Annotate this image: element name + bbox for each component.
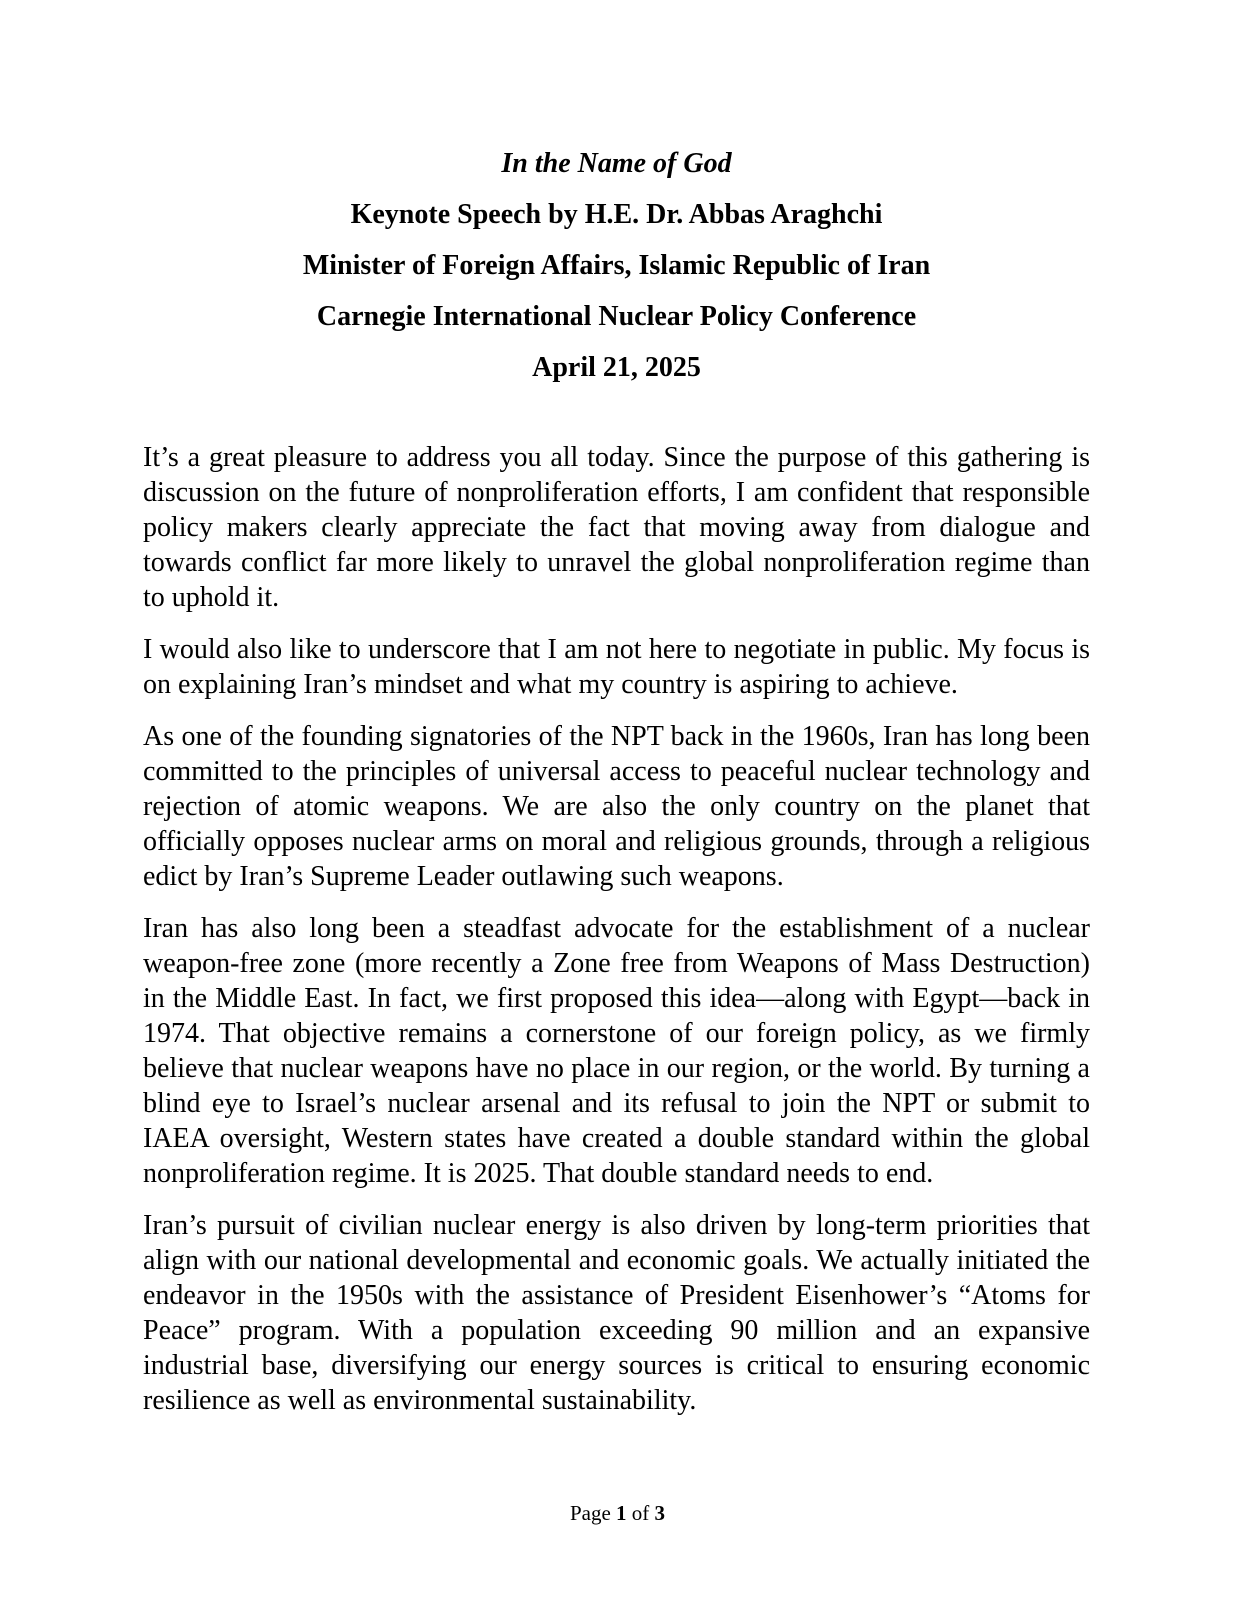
speech-body — [143, 440, 1090, 1418]
of-label: of — [631, 1501, 650, 1525]
document-content — [143, 146, 1090, 1435]
paragraph-3: As one of the founding signatories of the NPT back in the 1960s, Iran has long been committed to the principles of universal access to peaceful nuclear technology and rejection of atomic weapons. We are also the only country on the planet that officially opposes nuclear arms on moral and religious grounds, through a religious edict by Iran’s Supreme Leader outlawing such weapons. — [143, 721, 1090, 892]
paragraph-1: It’s a great pleasure to address you all today. Since the purpose of this gathering is discussion on the future of nonproliferation efforts, I am confident that responsible policy makers clearly appreciate the fact that moving away from dialogue and towards conflict far more likely to unravel the global nonproliferation regime than to uphold it. — [143, 442, 1090, 613]
title-line: Keynote Speech by H.E. Dr. Abbas Araghchi — [350, 199, 883, 230]
page-number: 1 — [616, 1501, 627, 1525]
document-header — [143, 146, 1090, 386]
invocation-line: In the Name of God — [501, 148, 732, 179]
page-footer — [0, 1500, 1235, 1526]
paragraph-5: Iran’s pursuit of civilian nuclear energy is also driven by long-term priorities that align with our national developmental and economic goals. We actually initiated the endeavor in the 1950s with the assistance of President Eisenhower’s “Atoms for Peace” program. With a population exceeding 90 million and an expansive industrial base, diversifying our energy sources is critical to ensuring economic resilience as well as environmental sustainability. — [143, 1210, 1090, 1416]
date-line: April 21, 2025 — [532, 352, 701, 383]
page-total: 3 — [654, 1501, 666, 1525]
subtitle-line: Minister of Foreign Affairs, Islamic Republic of Iran — [302, 250, 931, 281]
paragraph-2: I would also like to underscore that I am not here to negotiate in public. My focus is on explaining Iran’s mindset and what my country is aspiring to achieve. — [143, 634, 1090, 700]
page-label: Page — [569, 1501, 611, 1525]
event-line: Carnegie International Nuclear Policy Conference — [316, 301, 917, 332]
paragraph-4: Iran has also long been a steadfast advocate for the establishment of a nuclear weapon-free zone (more recently a Zone free from Weapons of Mass Destruction) in the Middle East. In fact, we first proposed this idea—along with Egypt—back in 1974. That objective remains a cornerstone of our foreign policy, as we firmly believe that nuclear weapons have no place in our region, or the world. By turning a blind eye to Israel’s nuclear arsenal and its refusal to join the NPT or submit to IAEA oversight, Western states have created a double standard within the global nonproliferation regime. It is 2025. That double standard needs to end. — [143, 913, 1090, 1189]
